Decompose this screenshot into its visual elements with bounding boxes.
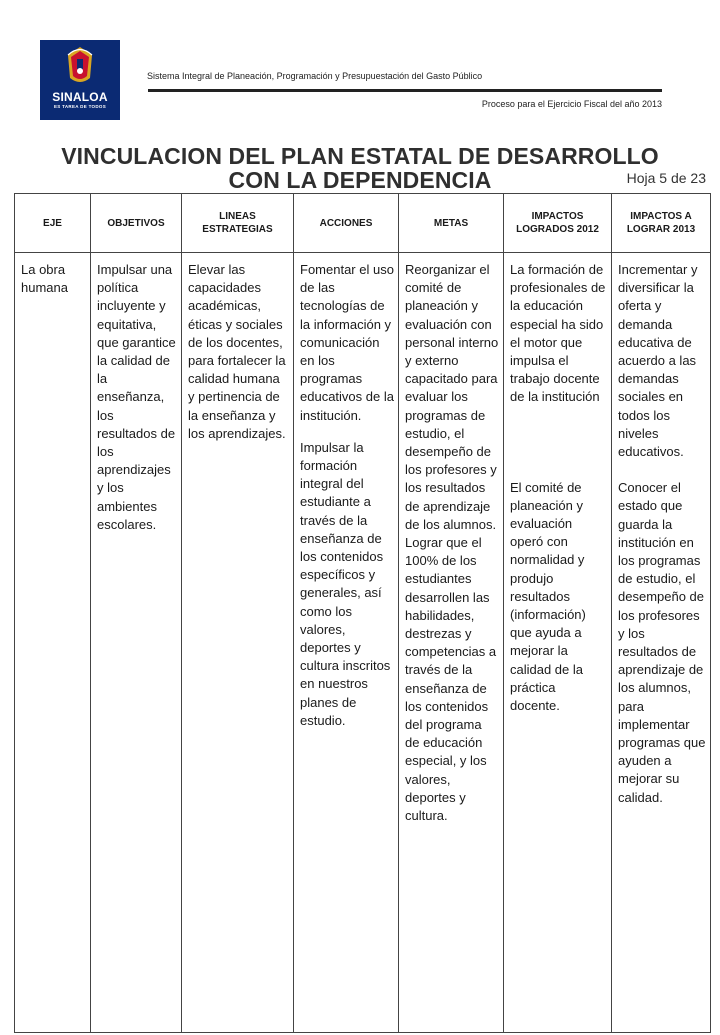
header-impactos-lograr: IMPACTOS A LOGRAR 2013 xyxy=(612,194,711,253)
cell-impactos-lograr xyxy=(612,253,711,1033)
header-lineas: LINEAS ESTRATEGIAS xyxy=(182,194,294,253)
header-impactos-logrados: IMPACTOS LOGRADOS 2012 xyxy=(504,194,612,253)
eje-text: La obra humana xyxy=(21,262,68,296)
header-eje: EJE xyxy=(15,194,91,253)
logo-wordmark: SINALOA xyxy=(52,90,108,104)
vinculacion-table xyxy=(14,193,711,1033)
cell-lineas xyxy=(182,253,294,1033)
impactos-lograr-text-1: Incrementar y diversificar la oferta y demanda educativa de acuerdo a las demandas sociales en todos los niveles educativos. xyxy=(618,262,698,460)
page-counter: Hoja 5 de 23 xyxy=(626,170,706,186)
cell-eje xyxy=(15,253,91,1033)
table-row xyxy=(15,253,711,1033)
header-acciones: ACCIONES xyxy=(294,194,399,253)
acciones-text-1: Fomentar el uso de las tecnologías de la información y comunicación en los programas educativos de la institución. xyxy=(300,262,394,423)
process-label: Proceso para el Ejercicio Fiscal del año 2013 xyxy=(481,99,662,109)
acciones-text-2: Impulsar la formación integral del estudiante a través de la enseñanza de los contenidos específicos y generales, así como los valores, deportes y cultura inscritos en nuestros planes de estudio. xyxy=(300,439,391,728)
sinaloa-logo xyxy=(40,40,120,120)
impactos-lograr-text-2: Conocer el estado que guarda la institución en los programas de estudio, el desempeño de los profesores y los resultados de aprendizaje de los alumnos, para implementar programas que ayuden a mejorar su calidad. xyxy=(618,480,706,805)
objetivos-text: Impulsar una política incluyente y equitativa, que garantice la calidad de la enseñanza, los resultados de los aprendizajes y los ambientes escolares. xyxy=(97,262,176,532)
cell-metas xyxy=(399,253,504,1033)
cell-acciones xyxy=(294,253,399,1033)
table-header-row xyxy=(15,194,711,253)
metas-text-2: Lograr que el 100% de los estudiantes desarrollen las habilidades, destrezas y competencias a través de la enseñanza de los contenidos del programa de educación especial, y los valores, deportes y cultura. xyxy=(405,535,497,824)
header-objetivos: OBJETIVOS xyxy=(91,194,182,253)
logo-tagline: ES TAREA DE TODOS xyxy=(53,104,107,109)
metas-text-1: Reorganizar el comité de planeación y evaluación con personal interno y externo capacitado para evaluar los programas de estudio, el desempeño de los profesores y los resultados de aprendizaje de los alumnos. xyxy=(405,262,499,532)
header-divider xyxy=(148,89,662,92)
page-title-line-2: CON LA DEPENDENCIA xyxy=(228,167,492,193)
impactos-logrados-text-1: La formación de profesionales de la educación especial ha sido el motor que impulsa el trabajo docente de la institución xyxy=(510,262,606,405)
lineas-text: Elevar las capacidades académicas, éticas y sociales de los docentes, para fortalecer la calidad humana y pertinencia de la enseñanza y los aprendizajes. xyxy=(188,262,286,441)
cell-impactos-logrados xyxy=(504,253,612,1033)
system-title: Sistema Integral de Planeación, Programación y Presupuestación del Gasto Público xyxy=(147,71,483,81)
impactos-logrados-text-2: El comité de planeación y evaluación operó con normalidad y produjo resultados (información) que ayuda a mejorar la calidad de la práctica docente. xyxy=(510,479,586,714)
cell-objetivos xyxy=(91,253,182,1033)
header-metas: METAS xyxy=(399,194,504,253)
page-title xyxy=(0,144,720,192)
page-title-line-1: VINCULACION DEL PLAN ESTATAL DE DESARROLLO xyxy=(61,143,659,169)
